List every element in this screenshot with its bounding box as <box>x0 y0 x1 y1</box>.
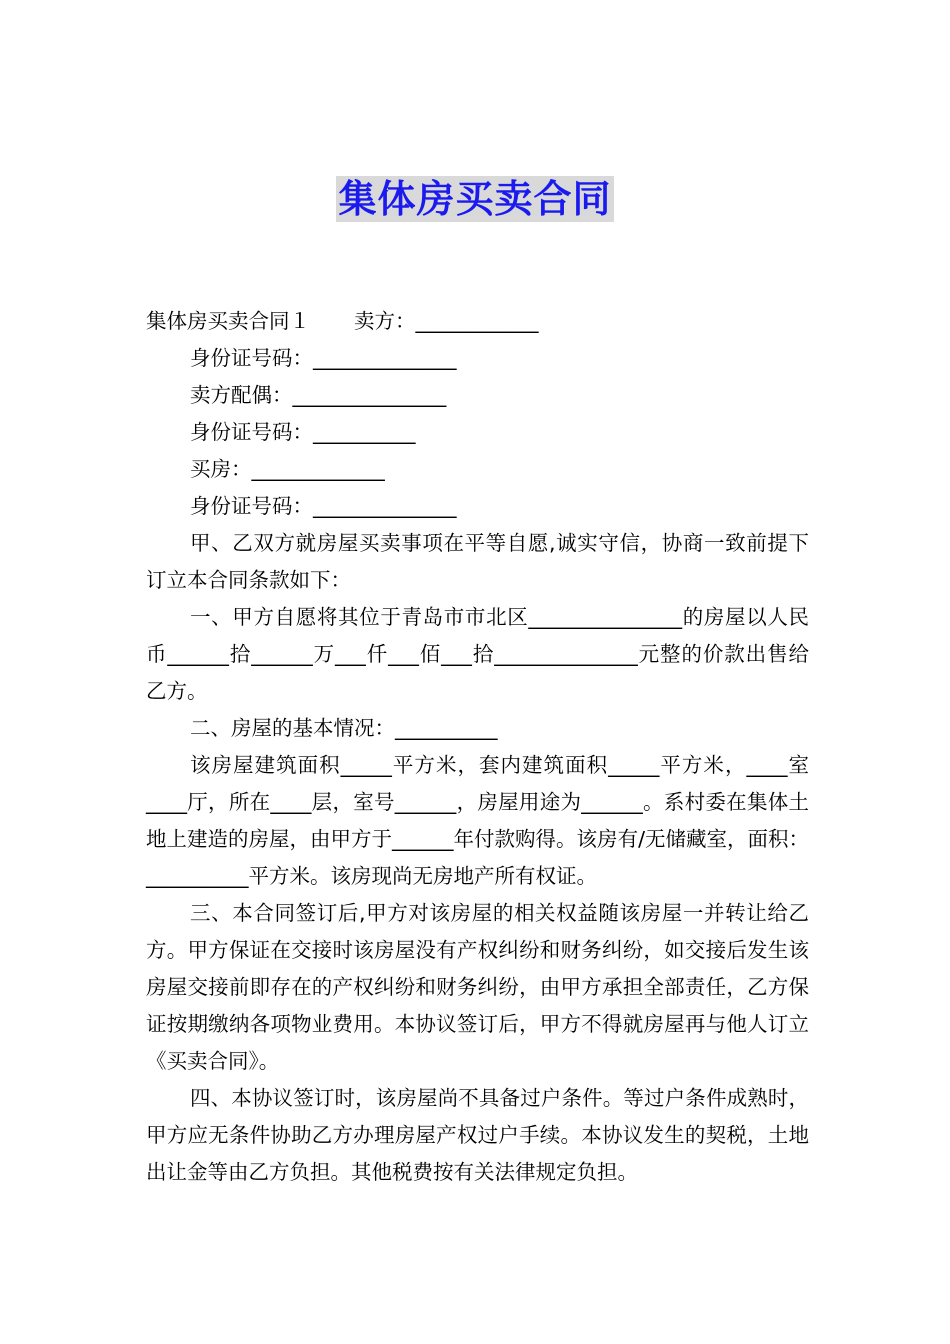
document-title: 集体房买卖合同 <box>338 177 612 221</box>
buyer-id-field: 身份证号码：______________ <box>190 494 457 518</box>
intro-paragraph: 甲、乙双方就房屋买卖事项在平等自愿,诚实守信，协商一致前提下订立本合同条款如下： <box>146 531 809 592</box>
clause-4-paragraph: 四、本协议签订时，该房屋尚不具备过户条件。等过户条件成熟时，甲方应无条件协助乙方办理房屋产权过户手续。本协议发生的契税，土地出让金等由乙方负担。其他税费按有关法律规定负担。 <box>146 1086 809 1184</box>
document-body <box>146 303 809 1191</box>
seller-field: 卖方：____________ <box>354 309 539 333</box>
clause-2-paragraph: 二、房屋的基本情况：__________ <box>190 716 498 740</box>
buyer-field: 买房：_____________ <box>190 457 385 481</box>
seller-id-field: 身份证号码：______________ <box>190 346 457 370</box>
heading-line <box>146 303 809 340</box>
clause-1-paragraph: 一、甲方自愿将其位于青岛市市北区_______________的房屋以人民币______拾______万___仟___佰___拾______________元整的价款出售给乙方。 <box>146 605 809 703</box>
property-details-paragraph: 该房屋建筑面积_____平方米，套内建筑面积_____平方米，____室____厅，所在____层，室号______，房屋用途为______。系村委在集体土地上建造的房屋，由甲方于______年付款购得。该房有/无储藏室，面积：__________平方米。该房现尚无房地产所有权证。 <box>146 753 809 888</box>
spouse-id-field: 身份证号码：__________ <box>190 420 416 444</box>
contract-label: 集体房买卖合同１ <box>146 309 310 333</box>
title-block <box>0 176 950 222</box>
seller-spouse-field: 卖方配偶：_______________ <box>190 383 447 407</box>
clause-3-paragraph: 三、本合同签订后,甲方对该房屋的相关权益随该房屋一并转让给乙方。甲方保证在交接时该房屋没有产权纠纷和财务纠纷，如交接后发生该房屋交接前即存在的产权纠纷和财务纠纷，由甲方承担全部责任，乙方保证按期缴纳各项物业费用。本协议签订后，甲方不得就房屋再与他人订立《买卖合同》。 <box>146 901 809 1073</box>
